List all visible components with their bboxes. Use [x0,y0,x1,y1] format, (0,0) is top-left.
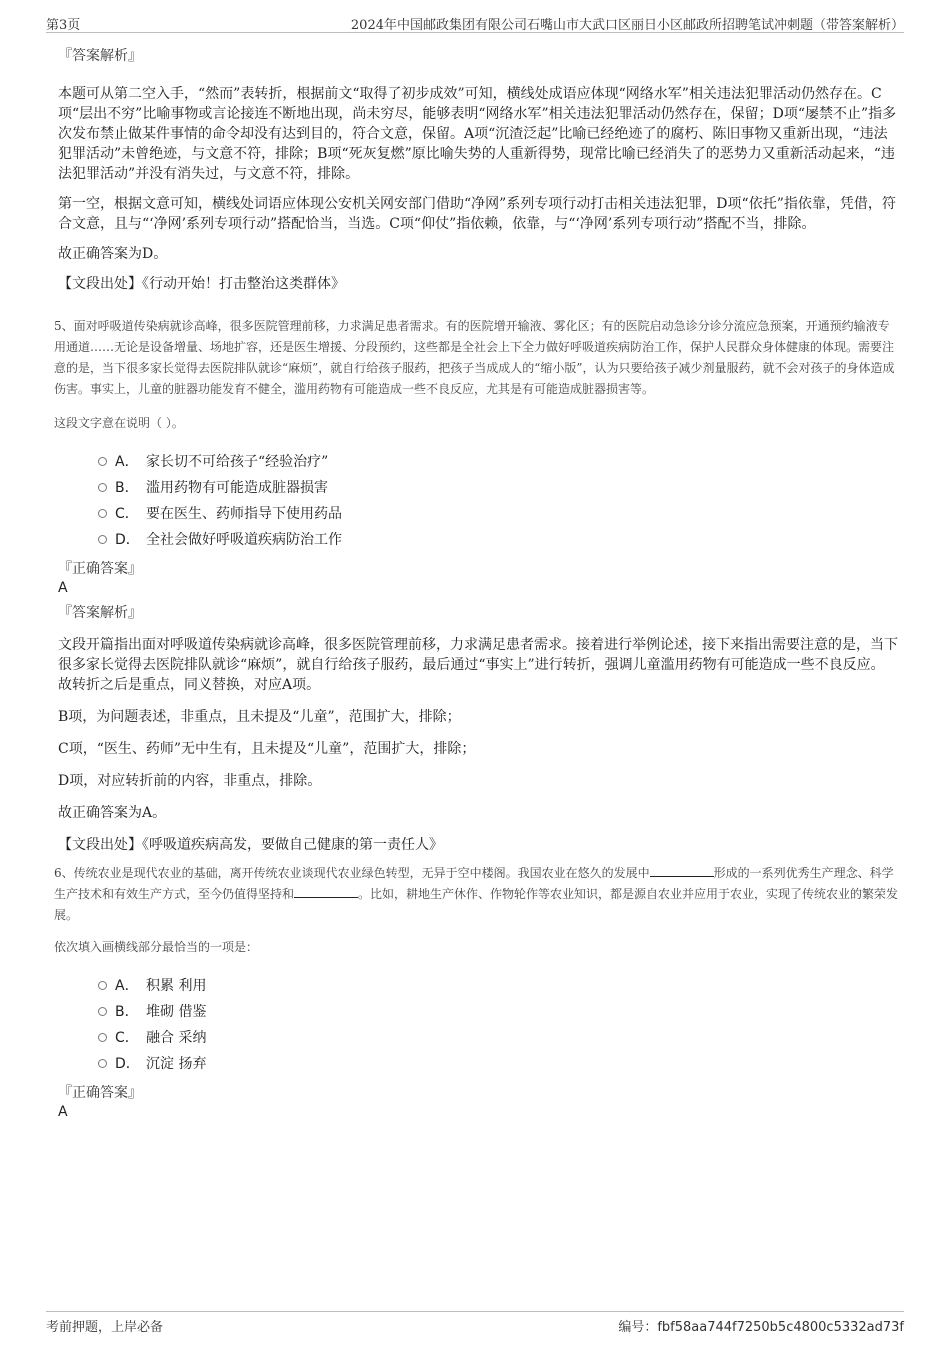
answer-options [58,449,898,553]
page-footer [46,1311,904,1334]
passage-source: 【文段出处】《行动开始！打击整治这类群体》 [58,276,345,292]
analysis-paragraph: 第一空，根据文意可知，横线处词语应体现公安机关网安部门借助“净网”系列专项行动打击相关违法犯罪，D项“依托”指依靠，凭借，符合文意，且与“‘净网’系列专项行动”搭配恰当，当选。C项“仰仗”指依赖，依靠，与“‘净网’系列专项行动”搭配不当，排除。 [58,196,896,232]
stem-text: 6、传统农业是现代农业的基础，离开传统农业谈现代农业绿色转型，无异于空中楼阁。我国农业在悠久的发展中 [54,866,650,880]
stem-text: 。比如，耕地生产休作、作物轮作等农业知识，都是源自农业并应用于农业，实现了传统农业的繁荣发展。 [54,887,899,922]
option-letter: C． [115,1030,139,1046]
analysis-paragraph: 文段开篇指出面对呼吸道传染病就诊高峰，很多医院管理前移，力求满足患者需求。接着进行举例论述，接下来指出需要注意的是，当下很多家长觉得去医院排队就诊“麻烦”，就自行给孩子服药，最后通过“事实上”进行转折，强调儿童滥用药物有可能造成一些不良反应。故转折之后是重点，同义替换，对应A项。 [58,637,898,693]
option-text: 家长切不可给孩子“经验治疗” [146,454,329,470]
radio-icon[interactable] [98,509,107,518]
option-letter: B． [115,480,139,496]
question-5 [54,316,898,855]
analysis-paragraph: 本题可从第二空入手，“然而”表转折，根据前文“取得了初步成效”可知，横线处成语应体现“网络水军”相关违法犯罪活动仍然存在。C项“层出不穷”比喻事物或言论接连不断地出现，尚未穷尽，能够表明“网络水军”相关违法犯罪活动仍然存在，保留；D项“屡禁不止”指多次发布禁止做某件事情的命令却没有达到目的，符合文意，保留。A项“沉渣泛起”比喻已经绝迹了的腐朽、陈旧事物又重新出现，“违法犯罪活动”未曾绝迹，与文意不符，排除；B项“死灰复燃”原比喻失势的人重新得势，现常比喻已经消失了的恶势力又重新活动起来，“违法犯罪活动”并没有消失过，与文意不符，排除。 [58,86,897,182]
analysis-label: 『答案解析』 [58,605,142,621]
answer-options [58,973,898,1077]
option-a[interactable] [58,973,898,999]
analysis-label: 『答案解析』 [58,48,142,64]
option-c[interactable] [58,1025,898,1051]
passage-source: 【文段出处】《呼吸道疾病高发，要做自己健康的第一责任人》 [58,837,443,853]
analysis-conclusion: 故正确答案为A。 [58,805,167,821]
option-a[interactable] [58,449,898,475]
analysis-conclusion: 故正确答案为D。 [58,246,168,262]
stem-text: 形成的一系列优秀生产理念、科学生产技术和有效生产方式，至今仍值得坚持和 [54,866,894,901]
option-letter: A． [115,454,139,470]
question-stem: 5、面对呼吸道传染病就诊高峰，很多医院管理前移，力求满足患者需求。有的医院增开输液、雾化区；有的医院启动急诊分诊分流应急预案，开通预约输液专用通道……无论是设备增量、场地扩容，还是医生增援、分段预约，这些都是全社会上下全力做好呼吸道疾病防治工作，保护人民群众身体健康的体现。需要注意的是，当下很多家长觉得去医院排队就诊“麻烦”，就自行给孩子服药，把孩子当成成人的“缩小版”，认为只要给孩子减少剂量服药，就不会对孩子的身体造成伤害。事实上，儿童的脏器功能发育不健全，滥用药物有可能造成一些不良反应，尤其是有可能造成脏器损害等。 [54,319,895,396]
option-text: 滥用药物有可能造成脏器损害 [146,480,328,496]
option-letter: A． [115,978,139,994]
correct-answer: A [58,1104,68,1120]
radio-icon[interactable] [98,483,107,492]
correct-answer: A [58,580,68,596]
question-prompt: 依次填入画横线部分最恰当的一项是： [54,940,259,954]
analysis-paragraph: C项，“医生、药师”无中生有，且未提及“儿童”，范围扩大，排除； [58,741,476,757]
document-code: 编号：fbf58aa744f7250b5c4800c5332ad73f [618,1320,904,1335]
option-c[interactable] [58,501,898,527]
analysis-paragraph: B项，为问题表述，非重点，且未提及“儿童”，范围扩大，排除； [58,709,461,725]
fill-blank [650,864,714,877]
radio-icon[interactable] [98,457,107,466]
radio-icon[interactable] [98,1059,107,1068]
question-6 [54,863,899,1121]
radio-icon[interactable] [98,535,107,544]
option-d[interactable] [58,527,898,553]
option-letter: D． [115,532,140,548]
radio-icon[interactable] [98,981,107,990]
option-text: 融合 采纳 [146,1030,207,1046]
option-text: 积累 利用 [146,978,207,994]
footer-slogan: 考前押题，上岸必备 [46,1320,164,1335]
page-content [54,46,899,1127]
option-letter: B． [115,1004,139,1020]
option-text: 沉淀 扬弃 [146,1056,207,1072]
q4-analysis [58,46,898,294]
page-number: 第3页 [46,18,81,33]
fill-blank [294,885,358,898]
document-title: 2024年中国邮政集团有限公司石嘴山市大武口区丽日小区邮政所招聘笔试冲刺题（带答案解析） [350,18,904,33]
option-text: 堆砌 借鉴 [146,1004,207,1020]
option-letter: C． [115,506,139,522]
question-stem [54,863,899,926]
option-b[interactable] [58,999,898,1025]
correct-answer-label: 『正确答案』 [58,1085,142,1101]
radio-icon[interactable] [98,1033,107,1042]
option-text: 要在医生、药师指导下使用药品 [146,506,342,522]
option-text: 全社会做好呼吸道疾病防治工作 [146,532,342,548]
option-b[interactable] [58,475,898,501]
correct-answer-label: 『正确答案』 [58,561,142,577]
option-letter: D． [115,1056,140,1072]
analysis-paragraph: D项，对应转折前的内容，非重点，排除。 [58,773,322,789]
page-header [46,12,904,33]
question-prompt: 这段文字意在说明（ ）。 [54,416,184,430]
option-d[interactable] [58,1051,898,1077]
radio-icon[interactable] [98,1007,107,1016]
